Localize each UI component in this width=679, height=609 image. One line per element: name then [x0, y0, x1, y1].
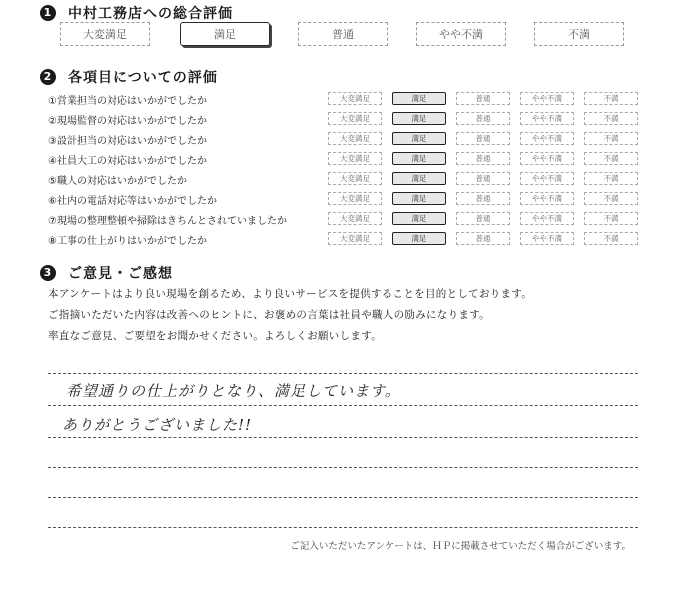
overall-option-satisfied[interactable]: 満足: [180, 22, 270, 46]
item-row: [48, 110, 648, 130]
section2-title: [40, 67, 218, 87]
item-row: [48, 90, 648, 110]
rating-dissatisfied[interactable]: 不満: [584, 152, 638, 165]
rating-somewhat-dissatisfied[interactable]: やや不満: [520, 192, 574, 205]
rating-neutral[interactable]: 普通: [456, 92, 510, 105]
rating-very-satisfied[interactable]: 大変満足: [328, 92, 382, 105]
rating-dissatisfied[interactable]: 不満: [584, 112, 638, 125]
overall-rating: [60, 22, 628, 48]
rating-very-satisfied[interactable]: 大変満足: [328, 112, 382, 125]
item-label: ③設計担当の対応はいかがでしたか: [48, 136, 207, 147]
footer-note: ご記入いただいたアンケートは、ＨＰに掲載させていただく場合がございます。: [290, 541, 631, 552]
section1-title: [40, 3, 233, 23]
rating-satisfied[interactable]: 満足: [392, 172, 446, 185]
rating-satisfied[interactable]: 満足: [392, 212, 446, 225]
intro-line: 率直なご意見、ご要望をお聞かせください。よろしくお願いします。: [48, 330, 382, 342]
section1-title-text: 中村工務店への総合評価: [68, 6, 233, 22]
item-row: [48, 130, 648, 150]
intro-line: 本アンケートはより良い現場を創るため、より良いサービスを提供することを目的としております。: [48, 288, 533, 300]
overall-option-somewhat-dissatisfied[interactable]: やや不満: [416, 22, 506, 46]
item-label: ④社員大工の対応はいかがでしたか: [48, 156, 207, 167]
rating-somewhat-dissatisfied[interactable]: やや不満: [520, 152, 574, 165]
overall-option-very-satisfied[interactable]: 大変満足: [60, 22, 150, 46]
item-row: [48, 150, 648, 170]
rating-very-satisfied[interactable]: 大変満足: [328, 172, 382, 185]
item-label: ⑦現場の整理整頓や掃除はきちんとされていましたか: [48, 216, 287, 227]
item-label: ⑥社内の電話対応等はいかがでしたか: [48, 196, 217, 207]
item-label: ⑤職人の対応はいかがでしたか: [48, 176, 187, 187]
intro-line: ご指摘いただいた内容は改善へのヒントに、お褒めの言葉は社員や職人の励みになります。: [48, 309, 490, 321]
rating-somewhat-dissatisfied[interactable]: やや不満: [520, 92, 574, 105]
rating-satisfied[interactable]: 満足: [392, 232, 446, 245]
writing-line: [48, 527, 638, 528]
item-row: [48, 210, 648, 230]
rating-neutral[interactable]: 普通: [456, 112, 510, 125]
rating-neutral[interactable]: 普通: [456, 152, 510, 165]
item-row: [48, 190, 648, 210]
rating-somewhat-dissatisfied[interactable]: やや不満: [520, 132, 574, 145]
rating-satisfied[interactable]: 満足: [392, 112, 446, 125]
overall-option-dissatisfied[interactable]: 不満: [534, 22, 624, 46]
rating-very-satisfied[interactable]: 大変満足: [328, 152, 382, 165]
rating-satisfied[interactable]: 満足: [392, 92, 446, 105]
item-label: ②現場監督の対応はいかがでしたか: [48, 116, 207, 127]
rating-neutral[interactable]: 普通: [456, 192, 510, 205]
rating-satisfied[interactable]: 満足: [392, 192, 446, 205]
writing-line: [48, 467, 638, 468]
rating-satisfied[interactable]: 満足: [392, 132, 446, 145]
rating-dissatisfied[interactable]: 不満: [584, 212, 638, 225]
rating-dissatisfied[interactable]: 不満: [584, 172, 638, 185]
rating-somewhat-dissatisfied[interactable]: やや不満: [520, 112, 574, 125]
overall-option-neutral[interactable]: 普通: [298, 22, 388, 46]
rating-neutral[interactable]: 普通: [456, 172, 510, 185]
rating-neutral[interactable]: 普通: [456, 232, 510, 245]
rating-dissatisfied[interactable]: 不満: [584, 132, 638, 145]
item-label: ⑧工事の仕上がりはいかがでしたか: [48, 236, 207, 247]
rating-dissatisfied[interactable]: 不満: [584, 232, 638, 245]
rating-very-satisfied[interactable]: 大変満足: [328, 212, 382, 225]
writing-line: [48, 437, 638, 438]
rating-very-satisfied[interactable]: 大変満足: [328, 192, 382, 205]
writing-line: [48, 405, 638, 406]
rating-somewhat-dissatisfied[interactable]: やや不満: [520, 212, 574, 225]
rating-very-satisfied[interactable]: 大変満足: [328, 232, 382, 245]
section2-title-text: 各項目についての評価: [68, 70, 218, 86]
section3-title: [40, 263, 173, 283]
rating-very-satisfied[interactable]: 大変満足: [328, 132, 382, 145]
section3-number: 3: [40, 265, 56, 281]
handwritten-comment: ありがとうございました!!: [62, 416, 253, 434]
writing-line: [48, 373, 638, 374]
section1-number: 1: [40, 5, 56, 21]
section3-title-text: ご意見・ご感想: [68, 266, 173, 282]
rating-somewhat-dissatisfied[interactable]: やや不満: [520, 172, 574, 185]
item-label: ①営業担当の対応はいかがでしたか: [48, 96, 207, 107]
item-row: [48, 230, 648, 250]
rating-dissatisfied[interactable]: 不満: [584, 192, 638, 205]
handwritten-comment: 希望通りの仕上がりとなり、満足しています。: [66, 382, 401, 400]
writing-line: [48, 497, 638, 498]
rating-satisfied[interactable]: 満足: [392, 152, 446, 165]
item-row: [48, 170, 648, 190]
section2-number: 2: [40, 69, 56, 85]
rating-neutral[interactable]: 普通: [456, 212, 510, 225]
rating-somewhat-dissatisfied[interactable]: やや不満: [520, 232, 574, 245]
rating-dissatisfied[interactable]: 不満: [584, 92, 638, 105]
rating-neutral[interactable]: 普通: [456, 132, 510, 145]
